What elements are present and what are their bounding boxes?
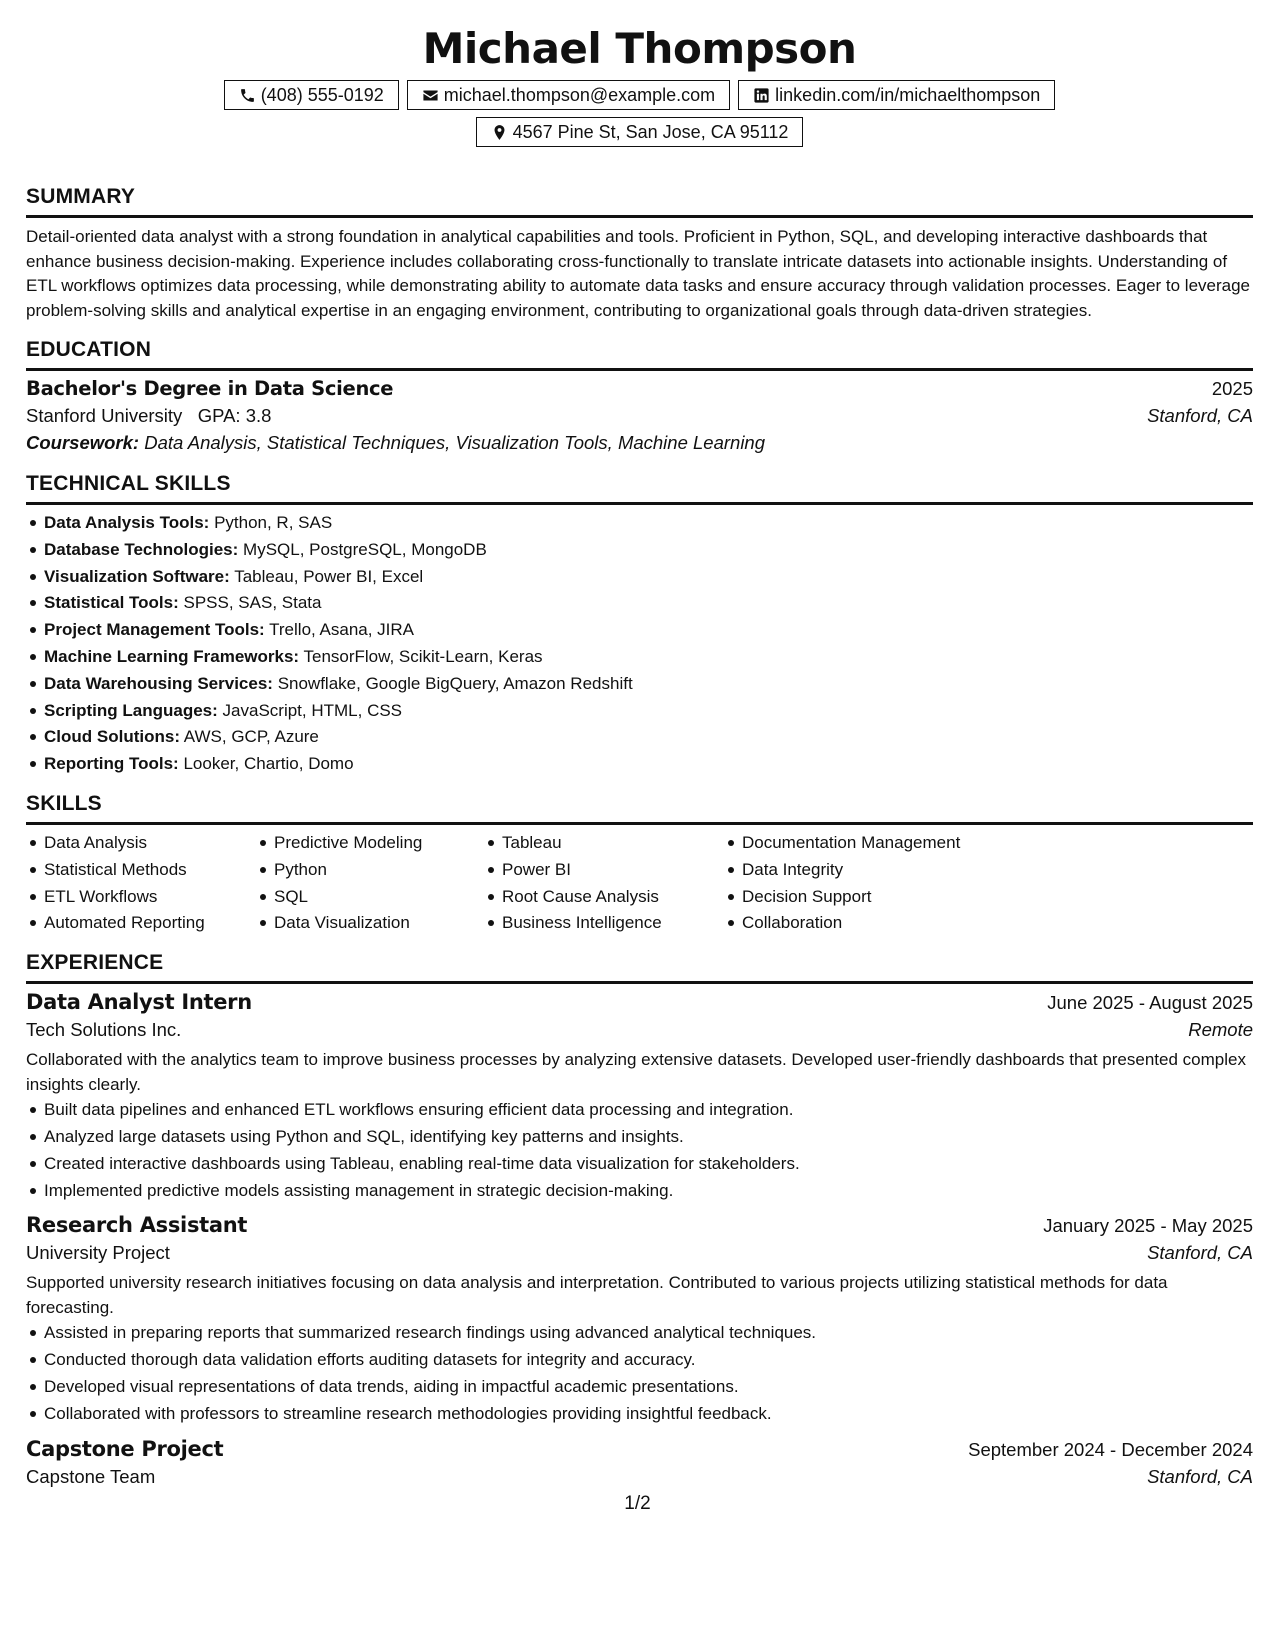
job-title-row — [26, 1213, 1253, 1237]
list-item: Analyzed large datasets using Python and SQL, identifying key patterns and insights. — [44, 1124, 1253, 1151]
job-bullets — [26, 1097, 1253, 1204]
skill-values: SPSS, SAS, Stata — [183, 593, 322, 613]
list-item — [44, 724, 1253, 751]
coursework-list: Data Analysis, Statistical Techniques, Visualization Tools, Machine Learning — [144, 432, 766, 453]
address-row — [26, 117, 1253, 147]
address-text: 4567 Pine St, San Jose, CA 95112 — [512, 121, 789, 142]
list-item — [44, 751, 1253, 778]
page-number: 1/2 — [624, 1493, 651, 1514]
envelope-icon — [422, 87, 439, 104]
job-location: Remote — [1188, 1019, 1253, 1041]
skill-category: Reporting Tools: — [44, 754, 179, 774]
list-item: Documentation Management — [742, 830, 1042, 857]
education-degree-row — [26, 377, 1253, 400]
candidate-name: Michael Thompson — [422, 24, 857, 73]
technical-skills-section — [26, 471, 1253, 778]
list-item: Business Intelligence — [502, 910, 724, 937]
job-summary: Collaborated with the analytics team to improve business processes by analyzing extensive datasets. Developed user-friendly dashboards that presented complex insights clearly. — [26, 1050, 1246, 1094]
list-item — [44, 564, 1253, 591]
list-item: Built data pipelines and enhanced ETL workflows ensuring efficient data processing and integration. — [44, 1097, 1253, 1124]
skill-values: AWS, GCP, Azure — [183, 727, 319, 747]
linkedin-url: linkedin.com/in/michaelthompson — [775, 84, 1041, 105]
skill-values: Python, R, SAS — [214, 513, 333, 532]
skills-column-1 — [26, 830, 256, 937]
list-item — [44, 590, 1253, 617]
address-chip — [476, 117, 804, 147]
list-item — [44, 698, 1253, 725]
skill-category: Cloud Solutions: — [44, 727, 180, 747]
linkedin-icon — [753, 87, 770, 104]
email-address: michael.thompson@example.com — [443, 84, 716, 105]
job-company: Capstone Team — [26, 1465, 156, 1487]
job-dates: September 2024 - December 2024 — [968, 1438, 1253, 1460]
summary-heading: SUMMARY — [26, 184, 1253, 218]
list-item: Statistical Methods — [44, 857, 256, 884]
skill-values: Looker, Chartio, Domo — [183, 754, 354, 774]
skill-values: JavaScript, HTML, CSS — [222, 700, 403, 720]
list-item: Data Visualization — [274, 910, 484, 937]
contact-row — [26, 80, 1253, 110]
education-section — [26, 337, 1253, 454]
phone-number: (408) 555-0192 — [260, 84, 384, 105]
list-item: Predictive Modeling — [274, 830, 484, 857]
skills-section — [26, 791, 1253, 937]
summary-text: Detail-oriented data analyst with a strong foundation in analytical capabilities and tools. Proficient in Python, SQL, and developing interactive dashboards that enhance business decision-making. Experience includes collaborating cross-functionally to translate intricate datasets into actionable insights. Understanding of ETL workflows optimizes data processing, while demonstrating ability to automate data tasks and ensure accuracy through validation processes. Eager to leverage problem-solving skills and analytical expertise in an engaging environment, contributing to organizational goals through data-driven strategies. — [26, 227, 1251, 320]
job-dates: June 2025 - August 2025 — [1047, 992, 1253, 1014]
skills-columns — [26, 830, 1253, 937]
list-item: Assisted in preparing reports that summarized research findings using advanced analytical techniques. — [44, 1320, 1253, 1347]
coursework-label: Coursework: — [26, 432, 140, 453]
list-item: Decision Support — [742, 884, 1042, 911]
list-item: Python — [274, 857, 484, 884]
skill-category: Machine Learning Frameworks: — [44, 646, 300, 666]
list-item — [44, 537, 1253, 564]
list-item: Data Analysis — [44, 830, 256, 857]
skill-category: Visualization Software: — [44, 566, 230, 586]
map-marker-icon — [491, 124, 508, 141]
list-item: SQL — [274, 884, 484, 911]
skill-category: Scripting Languages: — [44, 700, 218, 720]
job-entry — [26, 1437, 1253, 1488]
gpa: GPA: 3.8 — [197, 405, 272, 426]
skill-category: Data Warehousing Services: — [44, 673, 273, 693]
job-dates: January 2025 - May 2025 — [1043, 1215, 1253, 1237]
list-item: Tableau — [502, 830, 724, 857]
list-item — [44, 644, 1253, 671]
job-title-row — [26, 1437, 1253, 1461]
phone-chip[interactable] — [224, 80, 399, 110]
list-item: Collaborated with professors to streamline research methodologies providing insightful feedback. — [44, 1401, 1253, 1428]
list-item: Root Cause Analysis — [502, 884, 724, 911]
degree-name: Bachelor's Degree in Data Science — [26, 377, 394, 400]
skill-values: Snowflake, Google BigQuery, Amazon Redshift — [277, 673, 633, 693]
list-item: Data Integrity — [742, 857, 1042, 884]
skills-heading: SKILLS — [26, 791, 1253, 825]
list-item — [44, 671, 1253, 698]
list-item — [44, 510, 1253, 537]
skill-category: Project Management Tools: — [44, 620, 265, 640]
linkedin-chip[interactable] — [738, 80, 1055, 110]
job-title-row — [26, 990, 1253, 1014]
skill-category: Data Analysis Tools: — [44, 513, 210, 532]
list-item: Created interactive dashboards using Tableau, enabling real-time data visualization for stakeholders. — [44, 1151, 1253, 1178]
school-location: Stanford, CA — [1147, 405, 1253, 426]
job-title: Capstone Project — [26, 1436, 224, 1461]
list-item: Automated Reporting — [44, 910, 256, 937]
skill-values: MySQL, PostgreSQL, MongoDB — [243, 539, 487, 559]
skill-category: Database Technologies: — [44, 539, 239, 559]
email-chip[interactable] — [407, 80, 730, 110]
list-item: Developed visual representations of data trends, aiding in impactful academic presentations. — [44, 1374, 1253, 1401]
skill-category: Statistical Tools: — [44, 593, 179, 613]
job-title: Research Assistant — [26, 1213, 248, 1238]
skill-values: Trello, Asana, JIRA — [269, 620, 415, 640]
job-company: Tech Solutions Inc. — [26, 1019, 182, 1041]
school-line — [26, 405, 271, 427]
education-school-row — [26, 405, 1253, 427]
resume-page — [26, 22, 1253, 1488]
job-company-row — [26, 1019, 1253, 1041]
technical-skills-heading: TECHNICAL SKILLS — [26, 471, 1253, 505]
job-entry — [26, 990, 1253, 1204]
job-summary: Supported university research initiatives focusing on data analysis and interpretation. Contributed to various projects utilizing statistical methods for data forecasting. — [26, 1273, 1168, 1317]
list-item: ETL Workflows — [44, 884, 256, 911]
list-item: Collaboration — [742, 910, 1042, 937]
job-location: Stanford, CA — [1147, 1465, 1253, 1487]
list-item: Conducted thorough data validation efforts auditing datasets for integrity and accuracy. — [44, 1347, 1253, 1374]
skills-column-2 — [256, 830, 484, 937]
graduation-year: 2025 — [1211, 378, 1253, 399]
job-bullets — [26, 1320, 1253, 1427]
experience-heading: EXPERIENCE — [26, 950, 1253, 984]
school-name: Stanford University — [26, 405, 183, 426]
skill-values: Tableau, Power BI, Excel — [234, 566, 424, 586]
job-location: Stanford, CA — [1147, 1242, 1253, 1264]
list-item: Power BI — [502, 857, 724, 884]
skills-column-3 — [484, 830, 724, 937]
job-title: Data Analyst Intern — [26, 990, 252, 1015]
job-company: University Project — [26, 1242, 170, 1264]
coursework-line — [26, 432, 1253, 454]
list-item — [44, 617, 1253, 644]
skills-column-4 — [724, 830, 1042, 937]
list-item: Implemented predictive models assisting management in strategic decision-making. — [44, 1178, 1253, 1205]
technical-skills-list — [26, 510, 1253, 778]
education-heading: EDUCATION — [26, 337, 1253, 371]
phone-icon — [239, 87, 256, 104]
job-company-row — [26, 1242, 1253, 1264]
experience-section — [26, 950, 1253, 1487]
job-entry — [26, 1213, 1253, 1427]
summary-section — [26, 184, 1253, 323]
skill-values: TensorFlow, Scikit-Learn, Keras — [303, 646, 543, 666]
job-company-row — [26, 1466, 1253, 1488]
